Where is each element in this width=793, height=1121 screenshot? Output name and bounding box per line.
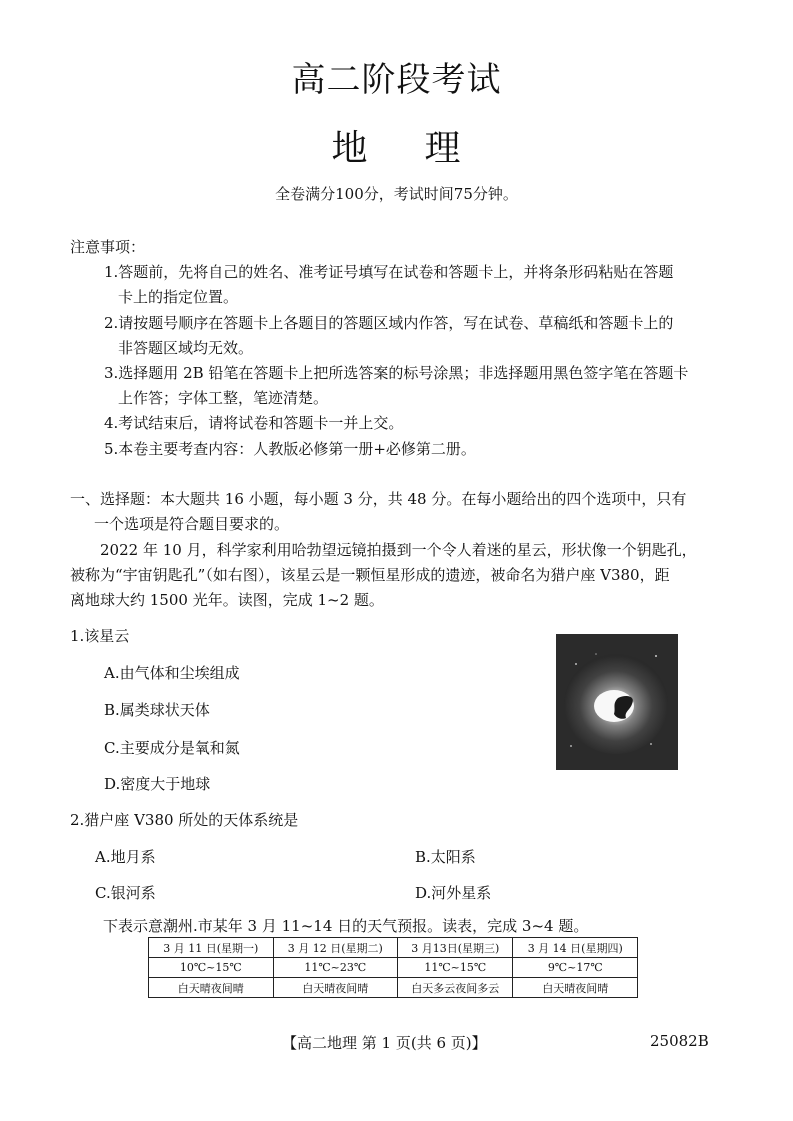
page-footer-label: 【高二地理 第 1 页(共 6 页)】 (282, 1034, 487, 1052)
table-cell: 3 月 12 日(星期二) (273, 938, 398, 958)
table-row-days (149, 938, 638, 958)
note-item-5: 5.本卷主要考查内容：人教版必修第一册+必修第二册。 (104, 440, 476, 458)
question-2-option-d: D.河外星系 (415, 884, 492, 902)
note-item-1 (104, 260, 724, 310)
section-1-line1: 一、选择题：本大题共 16 小题，每小题 3 分，共 48 分。在每小题给出的四个选项中，只有 (70, 490, 687, 508)
table-row-conditions (149, 978, 638, 998)
question-1-option-c: C.主要成分是氧和氮 (104, 739, 240, 757)
table-cell: 白天多云夜间多云 (398, 978, 513, 998)
table-cell: 3 月13日(星期三) (398, 938, 513, 958)
question-1-option-d: D.密度大于地球 (104, 775, 211, 793)
section-1-line2: 一个选项是符合题目要求的。 (94, 515, 290, 533)
question-1-option-a: A.由气体和尘埃组成 (104, 664, 240, 682)
question-2-stem: 2.猎户座 V380 所处的天体系统是 (70, 811, 299, 829)
table-cell: 白天晴夜间晴 (149, 978, 274, 998)
note-item-1-line1: 1.答题前，先将自己的姓名、准考证号填写在试卷和答题卡上，并将条形码粘贴在答题 (104, 263, 674, 281)
paper-code: 25082B (650, 1032, 709, 1050)
note-item-2 (104, 311, 724, 361)
passage (70, 538, 730, 613)
question-2-option-c: C.银河系 (95, 884, 156, 902)
note-item-2-line1: 2.请按题号顺序在答题卡上各题目的答题区域内作答，写在试卷、草稿纸和答题卡上的 (104, 314, 674, 332)
table-row-temps (149, 958, 638, 978)
passage-line3: 离地球大约 1500 光年。读图，完成 1~2 题。 (70, 591, 384, 609)
subject-char-2: 理 (424, 128, 462, 169)
table-cell: 10℃~15℃ (149, 958, 274, 978)
subject-title (0, 120, 793, 171)
exam-title: 高二阶段考试 (291, 60, 502, 100)
subject-char-1: 地 (331, 128, 369, 169)
note-item-2-line2: 非答题区域均无效。 (118, 339, 254, 357)
table-cell: 11℃~23℃ (273, 958, 398, 978)
passage-line1: 2022 年 10 月，科学家利用哈勃望远镜拍摄到一个令人着迷的星云，形状像一个钥匙孔， (100, 541, 697, 559)
question-3-intro: 下表示意潮州.市某年 3 月 11~14 日的天气预报。读表，完成 3~4 题。 (103, 917, 589, 935)
table-cell: 白天晴夜间晴 (513, 978, 638, 998)
question-1-stem: 1.该星云 (70, 627, 130, 645)
table-cell: 3 月 14 日(星期四) (513, 938, 638, 958)
note-item-4: 4.考试结束后，请将试卷和答题卡一并上交。 (104, 414, 404, 432)
section-1-heading (70, 487, 730, 537)
nebula-image (556, 634, 678, 770)
question-2-option-a: A.地月系 (95, 848, 156, 866)
weather-forecast-table (148, 937, 638, 998)
note-item-3-line1: 3.选择题用 2B 铅笔在答题卡上把所选答案的标号涂黑；非选择题用黑色签字笔在答题卡 (104, 364, 689, 382)
passage-line2: 被称为“宇宙钥匙孔”（如右图），该星云是一颗恒星形成的遗迹，被命名为猎户座 V380，距 (70, 566, 670, 584)
note-item-3-line2: 上作答；字体工整，笔迹清楚。 (118, 389, 329, 407)
question-2-option-b: B.太阳系 (415, 848, 476, 866)
question-1-option-b: B.属类球状天体 (104, 701, 210, 719)
nebula-photo (556, 634, 678, 770)
full-score-note: 全卷满分100分，考试时间75分钟。 (275, 185, 518, 203)
table-cell: 白天晴夜间晴 (273, 978, 398, 998)
table-cell: 11℃~15℃ (398, 958, 513, 978)
note-item-1-line2: 卡上的指定位置。 (118, 288, 239, 306)
table-cell: 9℃~17℃ (513, 958, 638, 978)
notes-heading: 注意事项： (70, 238, 146, 256)
table-cell: 3 月 11 日(星期一) (149, 938, 274, 958)
note-item-3 (104, 361, 724, 411)
